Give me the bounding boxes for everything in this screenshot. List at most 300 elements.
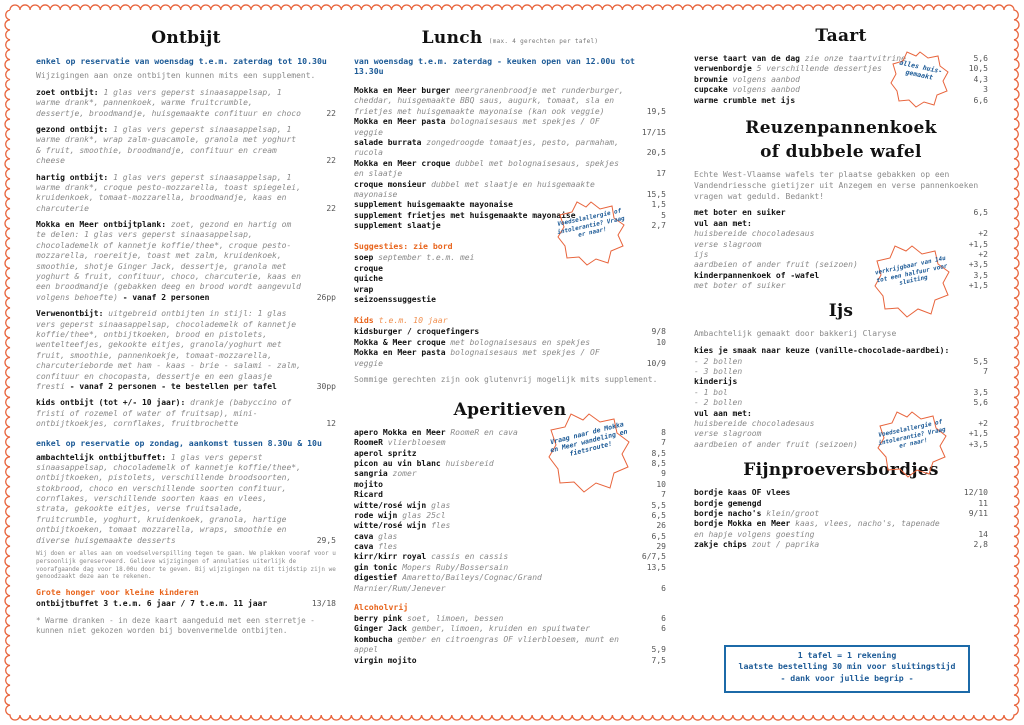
kids-lunch-note: t.e.m. 10 jaar <box>378 315 448 326</box>
menu-item-name: kies je smaak naar keuze (vanille-chocolade-aardbei): <box>694 346 950 356</box>
menu-item-name: kids ontbijt (tot +/- 10 jaar): <box>36 398 186 408</box>
menu-item-desc: bolognaisesaus met spekjes / OF veggie <box>354 348 600 368</box>
menu-item <box>354 159 666 180</box>
menu-item <box>354 86 666 117</box>
menu-item-name: wrap <box>354 284 374 294</box>
menu-item-text <box>354 180 638 201</box>
menu-item <box>354 501 666 511</box>
menu-item-desc: - 1 bol <box>694 387 728 397</box>
menu-item-name: cupcake <box>694 85 728 95</box>
menu-item-price: 5,5 <box>973 356 988 366</box>
menu-item-text <box>694 530 960 540</box>
menu-item-name: Mokka en Meer ontbijtplank: <box>36 220 167 230</box>
alcoholvrij-list <box>354 614 666 666</box>
menu-item-desc: klein/groot <box>766 508 820 518</box>
menu-item-desc: glas 25cl <box>402 510 446 520</box>
menu-item <box>354 624 666 634</box>
menu-item-name: kinderijs <box>694 377 738 387</box>
menu-item-text <box>36 125 308 167</box>
menu-item-text <box>354 295 666 305</box>
menu-item-name: Mokka en Meer croque <box>354 158 451 168</box>
menu-item-desc: zongedroogde tomaatjes, pesto, parmaham, rucola <box>354 137 619 158</box>
menu-item-text <box>694 388 960 398</box>
menu-item-name: gezond ontbijt: <box>36 124 109 134</box>
menu-item-text <box>694 346 960 356</box>
menu-item-price: 1,5 <box>651 200 666 210</box>
menu-item-price: 22 <box>326 203 336 213</box>
menu-item-price: 20,5 <box>646 148 666 158</box>
menu-item-price: 7 <box>983 367 988 377</box>
menu-item-price: 8 <box>661 427 666 437</box>
menu-item-desc: zout / paprika <box>751 540 820 550</box>
menu-item-name: verse taart van de dag <box>694 54 800 63</box>
menu-item-price: 6 <box>661 614 666 624</box>
menu-item-name: verwenbordje <box>694 64 752 74</box>
menu-item-text <box>694 499 960 509</box>
menu-item <box>694 229 988 239</box>
menu-item-price: 26pp <box>316 292 336 302</box>
menu-item-name: Mokka en Meer pasta <box>354 117 446 127</box>
available-stamp-text: verkrijgbaar van 14u tot een halfuur voor sluiting <box>874 254 949 287</box>
menu-item-text <box>354 656 638 666</box>
menu-item-text <box>354 532 638 542</box>
menu-item-text <box>694 519 960 529</box>
warm-drinks-footnote: * Warme dranken - in deze kaart aangeduid met een sterretje - kunnen niet gekozen worden bij bovenvermelde ontbijten. <box>36 615 315 636</box>
menu-item-price: 26 <box>656 521 666 531</box>
menu-item-name: Mokka & Meer croque <box>354 337 446 347</box>
menu-item-text <box>354 614 638 624</box>
buffet-note: Wij doen er alles aan om voedselverspilling tegen te gaan. We plakken vooraf voor u persoonlijk gereserveerd. Gelieve wijzigingen of annulaties uiterlijk de voorafgaande dag voor 18.00u door te geven. Bij wijzigingen na dit tijdstip zijn we genoodzaakt deze aan te rekenen. <box>36 550 336 581</box>
menu-item-desc: volgens aanbod <box>732 85 800 95</box>
kids-buffet-name: ontbijtbuffet 3 t.e.m. 6 jaar / 7 t.e.m. 11 jaar <box>36 599 268 609</box>
menu-item-desc: 5 verschillende dessertjes <box>756 64 882 74</box>
menu-item-price: 10 <box>656 479 666 489</box>
bordjes-list <box>694 488 988 550</box>
menu-item-desc: zie onze taartvitrine <box>804 54 906 63</box>
rule-line-1: 1 tafel = 1 rekening <box>797 650 897 660</box>
menu-item <box>36 453 336 547</box>
menu-item <box>354 138 666 159</box>
menu-item-name: cava <box>354 531 374 541</box>
menu-item-price: 5,9 <box>651 645 666 655</box>
kids-buffet-item <box>36 599 336 609</box>
menu-item-desc: glas <box>378 531 398 541</box>
menu-item-price: 5,5 <box>651 500 666 510</box>
menu-item-price: 10,5 <box>968 64 988 74</box>
menu-item-price: +3,5 <box>968 439 988 449</box>
menu-item-price: 29 <box>656 542 666 552</box>
menu-item-desc: zomer <box>392 469 417 479</box>
aperitieven-title: Aperitieven <box>453 399 567 420</box>
homemade-stamp <box>890 50 950 108</box>
lunch-title-note: (max. 4 gerechten per tafel) <box>488 38 599 45</box>
menu-item <box>354 563 666 573</box>
menu-item <box>354 180 666 201</box>
menu-item <box>694 357 988 367</box>
menu-item-name: vul aan met: <box>694 408 752 418</box>
menu-item-price: 7 <box>661 438 666 448</box>
menu-item-desc: huisbereide chocoladesaus <box>694 419 815 428</box>
menu-item-text <box>354 624 638 634</box>
menu-item-text <box>36 173 308 215</box>
menu-item-price: 10 <box>656 337 666 347</box>
menu-item-price: 29,5 <box>316 535 336 545</box>
gluten-note: Sommige gerechten zijn ook glutenvrij mogelijk mits supplement. <box>354 374 658 384</box>
menu-item-name: Mokka en Meer burger <box>354 86 451 95</box>
menu-item-price: 15,5 <box>646 189 666 199</box>
menu-item-desc: zoet, gezond en hartig om te delen: 1 glas vers geperst sinaasappelsap, chocolademelk of kannetje koffie/thee*, croque pesto-mozzarella, roereitje, toast met zalm, kruidenkoek, smoothie, shotje Ginger Jack, dessertje, granola met yoghurt & fruit, confituur, choco, charcuterie, kaas en een broodmandje (gebakken deeg en brood wordt aangevuld volgens behoefte) <box>36 220 301 302</box>
menu-item <box>36 173 336 215</box>
menu-item-desc: huisbereid <box>445 458 494 468</box>
menu-item <box>354 327 666 337</box>
menu-item-name: quiche <box>354 274 383 284</box>
menu-item <box>354 511 666 521</box>
taart-title: Taart <box>815 26 867 46</box>
menu-item-text <box>694 488 960 498</box>
menu-item-name: bordje nacho's <box>694 508 762 518</box>
menu-item-text <box>694 219 960 229</box>
menu-item-name: virgin mojito <box>354 655 417 665</box>
menu-item-name: kidsburger / croquefingers <box>354 327 480 337</box>
menu-item-desc: soet, limoen, bessen <box>407 614 504 624</box>
allergy-stamp-ijs-text: Voedselallergie of intolerantie? Vraag er naar! <box>877 418 947 450</box>
ontbijt-buffet <box>36 453 336 547</box>
menu-item-text <box>354 117 638 138</box>
ontbijt-title: Ontbijt <box>151 28 221 48</box>
ontbijt-intro: Wijzigingen aan onze ontbijten kunnen mits een supplement. <box>36 71 316 80</box>
menu-item <box>354 573 666 594</box>
menu-item-text <box>354 159 638 180</box>
menu-item-desc: cassis en cassis <box>431 552 509 562</box>
menu-item-desc: - 2 bollen <box>694 356 743 366</box>
menu-item-name: rode wijn <box>354 510 398 520</box>
menu-item-name: Ricard <box>354 490 383 500</box>
menu-item-name: zakje chips <box>694 540 747 550</box>
menu-item-name: zoet ontbijt: <box>36 87 99 97</box>
menu-item-name: croque monsieur <box>354 179 427 189</box>
menu-item-name: Mokka en Meer pasta <box>354 348 446 358</box>
menu-item-desc: glas <box>431 500 451 510</box>
lunch-title <box>354 28 666 48</box>
menu-item <box>354 338 666 348</box>
menu-item-desc: aardbeien of ander fruit (seizoen) <box>694 260 858 270</box>
menu-item-text <box>354 138 638 159</box>
menu-item-price: 22 <box>326 108 336 118</box>
menu-item-text <box>354 327 638 337</box>
rule-line-3: - dank voor jullie begrip - <box>780 672 914 683</box>
menu-item-name: supplement huisgemaakte mayonaise <box>354 200 513 210</box>
menu-item-price: 12/10 <box>963 488 988 498</box>
menu-item-name: kinderpannenkoek of -wafel <box>694 270 820 280</box>
menu-item-price: 3 <box>983 85 988 95</box>
bordjes-title: Fijnproeversbordjes <box>743 460 939 481</box>
menu-item <box>694 488 988 498</box>
menu-item-price: 6,6 <box>973 95 988 105</box>
menu-item-price: 10/9 <box>646 358 666 368</box>
menu-item-name: kombucha <box>354 634 393 644</box>
ontbijt-column <box>36 22 336 637</box>
menu-item-name: supplement frietjes met huisgemaakte mayonaise <box>354 210 576 220</box>
menu-item-price: +1,5 <box>968 239 988 249</box>
menu-item-name: brownie <box>694 74 728 84</box>
menu-item-price: +1,5 <box>968 429 988 439</box>
menu-item-desc: fles <box>431 521 451 531</box>
menu-item-text <box>354 573 638 594</box>
menu-item-price: 3,5 <box>973 270 988 280</box>
menu-item-desc: ijs <box>694 249 709 259</box>
menu-item-name: sangria <box>354 469 388 479</box>
menu-item <box>354 117 666 138</box>
allergy-stamp-lunch-text: Voedselallergie of intolerantie? Vraag er naar! <box>556 207 626 239</box>
menu-item-desc: kaas, vlees, nacho's, tapenade <box>795 519 940 529</box>
homemade-stamp-text: alles huis- gemaakt <box>898 58 944 82</box>
menu-item-name: soep <box>354 253 374 263</box>
pannenkoek-intro: Echte West-Vlaamse wafels ter plaatse gebakken op een Vandendriessche gietijzer uit Anzegem en verse pannenkoeken vragen wat geduld. Bedankt! <box>694 169 979 201</box>
menu-item-name: aperol spritz <box>354 448 417 458</box>
menu-item-name: digestief <box>354 573 398 583</box>
menu-item-price: +1,5 <box>968 281 988 291</box>
menu-item-text <box>36 398 308 429</box>
menu-item <box>36 309 336 392</box>
menu-item-desc: verse slagroom <box>694 239 762 249</box>
menu-item <box>694 346 988 356</box>
menu-item-price: 22 <box>326 156 336 166</box>
menu-item-desc: volgens aanbod <box>732 74 800 84</box>
menu-item-text <box>36 309 308 392</box>
menu-item-text <box>354 511 638 521</box>
menu-item-text <box>694 208 960 218</box>
menu-item <box>354 656 666 666</box>
menu-item <box>694 367 988 377</box>
menu-item <box>694 398 988 408</box>
menu-item-name: met boter en suiker <box>694 208 786 218</box>
menu-item-text <box>354 501 638 511</box>
kids-buffet-subtitle: Grote honger voor kleine kinderen <box>36 587 199 598</box>
menu-item <box>354 295 666 305</box>
menu-item-desc: gember, limoen, kruiden en spuitwater <box>411 624 591 634</box>
menu-item-text <box>354 552 638 562</box>
menu-item-price: 8,5 <box>651 448 666 458</box>
menu-item <box>694 530 988 540</box>
menu-item-name: mojito <box>354 479 383 489</box>
menu-item-desc: verse slagroom <box>694 429 762 439</box>
rule-line-2: laatste bestelling 30 min voor sluitingstijd <box>738 661 956 672</box>
menu-item-price: +2 <box>978 419 988 428</box>
menu-item-name: bordje gemengd <box>694 498 762 508</box>
ontbijt-header-weekday: enkel op reservatie van woensdag t.e.m. zaterdag tot 10.30u <box>36 56 327 66</box>
ontbijt-list <box>36 88 336 430</box>
allergy-stamp-lunch <box>556 200 626 266</box>
menu-item-name: picon au vin blanc <box>354 458 441 468</box>
menu-item-note: - vanaf 2 personen <box>122 292 210 302</box>
pannenkoek-title-2: of dubbele wafel <box>760 141 922 162</box>
menu-item-name: apero Mokka en Meer <box>354 427 446 437</box>
menu-item-text <box>694 229 960 239</box>
menu-item-name: cava <box>354 542 374 552</box>
menu-item-price: 4,3 <box>973 74 988 84</box>
menu-item-text <box>354 635 638 656</box>
menu-item-text <box>36 88 308 119</box>
menu-item-text <box>694 377 960 387</box>
menu-item <box>36 88 336 119</box>
menu-item-desc: 1 glas vers geperst sinaasappelsap, chocolademelk of kannetje koffie/thee*, ontbijtkoeken, pistolets, verschillende broodsoorten, stokbrood, choco en verschillende soorten confituur, cornflakes, verschillende soorten kaas en vlees, strata, gekookte eitjes, verse fruitsalade, fruitcrumble, yoghurt, kruidenkoek, granola, hartige ontbijtkoeken, tomaat mozzarella, wraps, smoothie en diverse huisgemaakte desserts <box>36 452 301 545</box>
menu-item-price: 9/8 <box>651 327 666 337</box>
menu-item-name: warme crumble met ijs <box>694 95 796 105</box>
menu-item-price: 12 <box>326 419 336 429</box>
menu-item-text <box>354 542 638 552</box>
menu-item-name: Ginger Jack <box>354 624 407 634</box>
menu-item-price: 3,5 <box>973 387 988 397</box>
suggesties-title: Suggesties: zie bord <box>354 241 453 252</box>
menu-item-name: bordje Mokka en Meer <box>694 519 791 529</box>
ijs-title: Ijs <box>828 301 854 322</box>
menu-item-text <box>354 274 666 284</box>
menu-item <box>694 499 988 509</box>
menu-item <box>354 274 666 284</box>
menu-item-desc: en hapje volgens goesting <box>694 529 815 539</box>
menu-item-price: +2 <box>978 249 988 259</box>
menu-item-price: 9 <box>661 469 666 479</box>
menu-item-desc: RoomeR en cava <box>450 427 518 437</box>
menu-item-price: 6 <box>661 624 666 634</box>
menu-item-price: 30pp <box>316 381 336 391</box>
menu-item-price: 6,5 <box>651 510 666 520</box>
menu-item-text <box>354 521 638 531</box>
menu-item-price: 6,5 <box>973 208 988 218</box>
walk-stamp <box>546 412 632 494</box>
menu-item <box>354 635 666 656</box>
menu-item-desc: aardbeien of ander fruit (seizoen) <box>694 439 858 449</box>
menu-item <box>354 348 666 369</box>
menu-item <box>694 509 988 519</box>
menu-item-desc: - 3 bollen <box>694 367 743 377</box>
menu-item-name: gin tonic <box>354 562 398 572</box>
menu-item-price: +2 <box>978 229 988 239</box>
menu-item-name: RoomeR <box>354 438 383 448</box>
menu-item <box>36 125 336 167</box>
menu-item-desc: huisbereide chocoladesaus <box>694 229 815 239</box>
menu-item-name: witte/rosé wijn <box>354 521 427 531</box>
menu-item-desc: - 2 bollen <box>694 398 743 408</box>
menu-item <box>36 220 336 303</box>
menu-item-desc: vlierbloesem <box>387 438 446 448</box>
menu-item-price: 2,7 <box>651 221 666 231</box>
menu-item <box>694 540 988 550</box>
menu-item-text <box>36 453 308 547</box>
menu-item-desc: meergranenbroodje met runderburger, cheddar, huisgemaakte BBQ saus, augurk, tomaat, sla en frietjes met huisgemaakte mayonaise (kan ook veggie) <box>354 86 624 116</box>
menu-item-text <box>354 86 638 117</box>
menu-item-text <box>694 509 960 519</box>
menu-item-name: witte/rosé wijn <box>354 500 427 510</box>
menu-item-text <box>694 367 960 377</box>
kids-lunch-title <box>354 315 666 325</box>
menu-item-name: Verwenontbijt: <box>36 309 104 319</box>
available-stamp <box>872 244 952 318</box>
menu-item-name: vul aan met: <box>694 218 752 228</box>
menu-item-desc: 1 glas vers geperst sinaasappelsap, 1 warme drank*, croque pesto-mozzarella, toast spiegelei, kruidenkoek, tomaat-mozzarella, broodmandje, kaas en charcuterie <box>36 172 301 213</box>
kids-buffet-price: 13/18 <box>311 599 336 609</box>
menu-item-desc: met bolognaisesaus en spekjes <box>450 337 591 347</box>
ontbijt-header-sunday: enkel op reservatie op zondag, aankomst tussen 8.30u & 10u <box>36 437 322 448</box>
menu-item-price: 6/7,5 <box>641 552 666 562</box>
menu-item-text <box>694 398 960 408</box>
menu-item <box>354 542 666 552</box>
menu-item-price: 14 <box>978 529 988 539</box>
menu-item-text <box>354 563 638 573</box>
menu-item-price: 11 <box>978 498 988 508</box>
menu-item-desc: Mopers Ruby/Bossersain <box>402 562 509 572</box>
menu-item-desc: Amaretto/Baileys/Cognac/Grand Marnier/Rum/Jenever <box>354 573 542 593</box>
menu-item-name: hartig ontbijt: <box>36 172 109 182</box>
menu-item <box>694 208 988 218</box>
menu-item <box>354 521 666 531</box>
menu-item-price: 17/15 <box>641 127 666 137</box>
menu-item-price: 7,5 <box>651 655 666 665</box>
menu-item-note: - vanaf 2 personen - te bestellen per tafel <box>69 381 277 391</box>
menu-item-price: 13,5 <box>646 562 666 572</box>
menu-item <box>354 614 666 624</box>
menu-item-desc: uitgebreid ontbijten in stijl: 1 glas vers geperst sinaasappelsap, chocolademelk of kannetje koffie/thee*, ontbijtkoeken, brood en pistolets, wentelteefjes, gekookte eitjes, granola/yoghurt met fruit, smoothie, pannenkoekje, tomaat-mozzarella, charcuterieborde met ham - kaas - brie - salami - zalm, confituur en chocopasta, dessertje en een glaasje fresti <box>36 309 301 391</box>
ijs-intro: Ambachtelijk gemaakt door bakkerij Claryse <box>694 329 897 339</box>
menu-item <box>354 552 666 562</box>
walk-stamp-text: Vraag naar de Mokka en Meer wandeling en fietsroute! <box>549 420 629 459</box>
menu-item <box>694 377 988 387</box>
pannenkoek-title-1: Reuzenpannenkoek <box>745 117 937 138</box>
menu-item-desc: dubbel met slaatje en huisgemaakte mayonaise <box>354 179 595 199</box>
menu-item-desc: fles <box>378 542 398 552</box>
menu-item-name: salade burrata <box>354 137 422 147</box>
menu-item-desc: september t.e.m. mei <box>378 253 475 263</box>
menu-item-desc: dubbel met bolognaisesaus, spekjes en slaatje <box>354 158 619 179</box>
menu-item-price: 2,8 <box>973 540 988 550</box>
menu-item-text <box>354 338 638 348</box>
menu-item-name: berry pink <box>354 614 403 624</box>
menu-item-desc: 1 glas vers geperst sinaasappelsap, 1 warme drank*, wrap zalm-guacamole, granola met yoghurt & fruit, smoothie, broodmandje, confituur en cream cheese <box>36 124 297 166</box>
menu-item-price: 19,5 <box>646 106 666 116</box>
menu-item-name: seizoenssuggestie <box>354 295 436 305</box>
menu-item-text <box>354 285 666 295</box>
menu-item <box>354 532 666 542</box>
menu-item-desc: bolognaisesaus met spekjes / OF veggie <box>354 117 600 137</box>
menu-item <box>694 219 988 229</box>
kids-lunch-title-text: Kids <box>354 315 374 326</box>
menu-item <box>694 388 988 398</box>
menu-item-price: 5 <box>661 210 666 220</box>
menu-item-price: 6,5 <box>651 531 666 541</box>
menu-item-name: ambachtelijk ontbijtbuffet: <box>36 452 167 462</box>
menu-item-name: kirr/kirr royal <box>354 552 427 562</box>
menu-item-price: 5,6 <box>973 54 988 63</box>
menu-item-text <box>694 540 960 550</box>
menu-item-name: bordje kaas OF vlees <box>694 488 791 498</box>
menu-item-desc: gember en citroengras OF vlierbloesem, munt en appel <box>354 634 619 655</box>
menu-item-price: 9/11 <box>968 508 988 518</box>
menu-item-text <box>694 357 960 367</box>
allergy-stamp-ijs <box>876 410 948 478</box>
menu-item-price: 7 <box>661 490 666 500</box>
lunch-title-text: Lunch <box>421 28 483 48</box>
menu-item-desc: met boter of suiker <box>694 281 786 291</box>
alcoholvrij-title: Alcoholvrij <box>354 602 409 613</box>
lunch-header: van woensdag t.e.m. zaterdag - keuken open van 12.00u tot 13.30u <box>354 56 635 76</box>
menu-item-price: 5,6 <box>973 398 988 408</box>
menu-item-text <box>36 220 308 303</box>
menu-item <box>694 519 988 529</box>
menu-item-text <box>354 348 638 369</box>
menu-item-price: 17 <box>656 169 666 179</box>
menu-item-price: +3,5 <box>968 260 988 270</box>
house-rules-box <box>724 645 970 693</box>
